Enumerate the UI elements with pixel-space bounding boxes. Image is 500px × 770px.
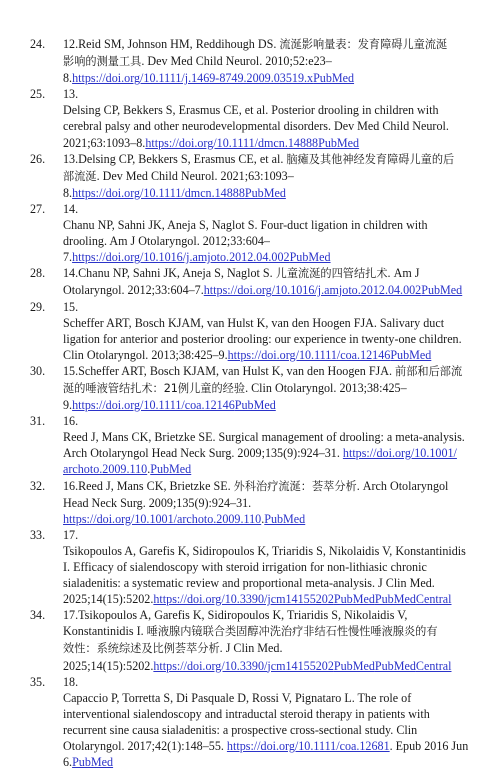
reference-line	[63, 380, 480, 397]
reference-text: . Am J	[387, 266, 420, 281]
reference-item	[30, 674, 480, 770]
reference-line	[63, 265, 480, 282]
pubmed-link[interactable]: PubMed	[421, 283, 463, 298]
reference-text: .	[147, 462, 151, 477]
reference-text: . Epub 2016 Jun	[389, 739, 469, 754]
pubmed-link[interactable]: PubMed	[333, 592, 375, 607]
reference-chinese-text: 涎的唾液管结扎术：21例儿童的经验	[63, 381, 246, 395]
reference-text: recurrent sine causa sialadenitis: a prospective cross-sectional study. Clin	[63, 722, 418, 737]
reference-line	[63, 201, 480, 217]
reference-line	[63, 591, 480, 607]
pubmed-link[interactable]: Central	[415, 658, 452, 673]
doi-link[interactable]: https://doi.org/10.1111/coa.12681	[226, 739, 390, 754]
reference-item	[30, 299, 480, 363]
reference-text: . Dev Med Child Neurol. 2010;52:e23–	[141, 54, 332, 69]
reference-line	[63, 559, 480, 575]
reference-item	[30, 36, 480, 86]
reference-number: 35.	[30, 674, 46, 689]
doi-link[interactable]: https://doi.org/10.1111/j.1469-8749.2009.03519.x	[72, 71, 314, 86]
reference-text: Reed J, Mans CK, Brietzke SE. Surgical management of drooling: a meta-analysis.	[63, 430, 465, 445]
reference-text: 8.	[63, 71, 73, 86]
reference-item	[30, 201, 480, 265]
reference-text: Head Neck Surg. 2009;135(9):924–31.	[63, 495, 252, 510]
reference-text: . J Clin Med.	[219, 641, 283, 656]
reference-line	[63, 706, 480, 722]
reference-line	[63, 347, 480, 363]
reference-line	[63, 102, 480, 118]
reference-line	[63, 575, 480, 591]
reference-line	[63, 185, 480, 201]
reference-text: cerebral palsy and other neurodevelopmental disorders. Dev Med Child Neurol.	[63, 119, 449, 134]
reference-text: 15.	[63, 299, 79, 314]
reference-line	[63, 640, 480, 657]
doi-link[interactable]: https://doi.org/10.1016/j.amjoto.2012.04.002	[72, 250, 290, 265]
reference-item	[30, 86, 480, 150]
reference-number: 28.	[30, 266, 46, 281]
reference-text: Konstantinidis I.	[63, 624, 147, 639]
reference-line	[63, 461, 480, 477]
doi-link[interactable]: archoto.2009.110	[63, 462, 148, 477]
reference-chinese-text: 流涎影响量表：发育障碍儿童流涎	[279, 38, 448, 51]
pubmed-link[interactable]: PubMed	[333, 658, 375, 673]
reference-chinese-text: 儿童流涎的四管结扎术	[275, 267, 388, 281]
reference-text: 9.	[63, 398, 73, 413]
reference-text: . Arch Otolaryngol	[356, 478, 449, 493]
reference-number: 33.	[30, 527, 46, 542]
reference-text: 2025;14(15):5202.	[63, 658, 154, 673]
reference-line	[63, 53, 480, 70]
reference-line	[63, 70, 480, 86]
reference-text: 17.	[63, 527, 79, 542]
reference-text: 6.	[63, 755, 73, 770]
reference-line	[63, 658, 480, 674]
reference-chinese-text: 部流涎	[63, 169, 97, 183]
reference-chinese-text: 前部和后部流	[395, 364, 463, 378]
reference-item	[30, 413, 480, 477]
reference-text: 12.Reid SM, Johnson HM, Reddihough DS.	[63, 37, 280, 51]
reference-text: 18.	[63, 674, 79, 689]
reference-text: 16.Reed J, Mans CK, Brietzke SE.	[63, 478, 234, 493]
reference-line	[63, 429, 480, 445]
reference-number: 27.	[30, 201, 46, 216]
reference-line	[63, 690, 480, 706]
doi-link[interactable]: https://doi.org/10.1001/archoto.2009.110	[63, 511, 262, 526]
reference-text: ligation for anterior and posterior drooling: our experience in twenty-one children.	[63, 331, 462, 346]
reference-item	[30, 151, 480, 201]
reference-chinese-text: 脑瘫及其他神经发育障碍儿童的后	[286, 152, 455, 166]
doi-link[interactable]: https://doi.org/10.1111/coa.12146	[72, 398, 235, 413]
doi-link[interactable]: https://doi.org/10.3390/jcm14155202	[153, 592, 334, 607]
doi-link[interactable]: https://doi.org/10.3390/jcm14155202	[153, 658, 334, 673]
reference-text: Arch Otolaryngol Head Neck Surg. 2009;135(9):924–31.	[63, 446, 343, 461]
reference-line	[63, 135, 480, 151]
reference-line	[63, 233, 480, 249]
reference-text: .	[261, 511, 265, 526]
reference-line	[63, 397, 480, 413]
reference-chinese-text: 影响的测量工具	[63, 55, 142, 69]
reference-number: 34.	[30, 608, 46, 623]
reference-line	[63, 754, 480, 770]
reference-number: 26.	[30, 151, 46, 166]
reference-line	[63, 86, 480, 102]
reference-item	[30, 363, 480, 413]
reference-line	[63, 722, 480, 738]
pubmed-link[interactable]: PubMed	[318, 135, 360, 150]
reference-number: 25.	[30, 87, 46, 102]
reference-text: Chanu NP, Sahni JK, Aneja S, Naglot S. Four-duct ligation in children with	[63, 218, 428, 233]
reference-text: 2025;14(15):5202.	[63, 592, 154, 607]
reference-text: Delsing CP, Bekkers S, Erasmus CE, et al. Posterior drooling in children with	[63, 103, 439, 118]
reference-line	[63, 527, 480, 543]
reference-text: 14.Chanu NP, Sahni JK, Aneja S, Naglot S.	[63, 266, 276, 281]
reference-line	[63, 495, 480, 511]
reference-text: 17.Tsikopoulos A, Garefis K, Sidiropoulos K, Triaridis S, Nikolaidis V,	[63, 608, 408, 623]
pubmed-link[interactable]: PubMed	[150, 462, 192, 477]
doi-link[interactable]: https://doi.org/10.1001/	[342, 446, 457, 461]
reference-line	[63, 607, 480, 623]
reference-line	[63, 738, 480, 754]
doi-link[interactable]: https://doi.org/10.1111/dmcn.14888	[145, 135, 319, 150]
reference-text: 8.	[63, 185, 73, 200]
reference-line	[63, 299, 480, 315]
reference-text: Tsikopoulos A, Garefis K, Sidiropoulos K, Triaridis S, Nikolaidis V, Konstantinidis	[63, 543, 466, 558]
reference-item	[30, 607, 480, 673]
pubmed-link[interactable]: PubMed	[244, 185, 286, 200]
reference-text: Clin Otolaryngol. 2013;38:425–9.	[63, 347, 228, 362]
reference-chinese-text: 外科治疗流涎：荟萃分析	[233, 479, 357, 493]
pubmed-link[interactable]: PubMed	[374, 592, 416, 607]
reference-line	[63, 674, 480, 690]
reference-text: sialadenitis: a systematic review and proportional meta-analysis. J Clin Med.	[63, 576, 435, 591]
reference-line	[63, 118, 480, 134]
reference-line	[63, 331, 480, 347]
pubmed-link[interactable]: PubMed	[289, 250, 331, 265]
reference-line	[63, 217, 480, 233]
reference-text: 15.Scheffer ART, Bosch KJAM, van Hulst K, van den Hoogen FJA.	[63, 363, 396, 378]
reference-item	[30, 527, 480, 607]
pubmed-link[interactable]: PubMed	[313, 71, 355, 86]
reference-text: Scheffer ART, Bosch KJAM, van Hulst K, van den Hoogen FJA. Salivary duct	[63, 315, 445, 330]
reference-line	[63, 511, 480, 527]
reference-text: 2021;63:1093–8.	[63, 135, 146, 150]
reference-item	[30, 265, 480, 298]
reference-text: interventional sialendoscopy and intraductal steroid therapy in patients with	[63, 706, 430, 721]
reference-line	[63, 168, 480, 185]
reference-line	[63, 282, 480, 298]
reference-text: Otolaryngol. 2012;33:604–7.	[63, 283, 204, 298]
reference-chinese-text: 唾液腺内镜联合类固醇冲洗治疗非结石性慢性唾液腺炎的有	[146, 625, 438, 639]
reference-line	[63, 543, 480, 559]
reference-text: Capaccio P, Torretta S, Di Pasquale D, Rossi V, Pignataro L. The role of	[63, 690, 412, 705]
reference-chinese-text: 效性：系统综述及比例荟萃分析	[63, 642, 220, 656]
reference-text: . Dev Med Child Neurol. 2021;63:1093–	[96, 168, 294, 183]
doi-link[interactable]: https://doi.org/10.1111/dmcn.14888	[72, 185, 245, 200]
reference-number: 29.	[30, 299, 46, 314]
reference-number: 32.	[30, 478, 46, 493]
reference-line	[63, 413, 480, 429]
reference-line	[63, 445, 480, 461]
reference-text: 13.	[63, 87, 79, 102]
reference-line	[63, 151, 480, 168]
reference-line	[63, 363, 480, 380]
reference-item	[30, 478, 480, 527]
reference-text: 16.	[63, 414, 79, 429]
doi-link[interactable]: https://doi.org/10.1111/coa.12146	[227, 347, 391, 362]
reference-text: . Clin Otolaryngol. 2013;38:425–	[245, 380, 407, 395]
reference-number: 31.	[30, 414, 46, 429]
reference-text: I. Efficacy of sialendoscopy with steroid irrigation for non-lithiasic chronic	[63, 560, 427, 574]
pubmed-link[interactable]: PubMed	[72, 755, 114, 770]
reference-line	[63, 36, 480, 53]
pubmed-link[interactable]: Central	[415, 592, 452, 607]
reference-list	[30, 36, 480, 770]
reference-text: 7.	[63, 250, 73, 265]
reference-line	[63, 478, 480, 495]
reference-number: 30.	[30, 363, 46, 378]
reference-line	[63, 315, 480, 331]
pubmed-link[interactable]: PubMed	[390, 347, 432, 362]
reference-text: drooling. Am J Otolaryngol. 2012;33:604–	[63, 234, 270, 249]
pubmed-link[interactable]: PubMed	[264, 511, 306, 526]
reference-text: 13.Delsing CP, Bekkers S, Erasmus CE, et al.	[63, 151, 287, 166]
pubmed-link[interactable]: PubMed	[374, 658, 416, 673]
reference-line	[63, 249, 480, 265]
pubmed-link[interactable]: PubMed	[234, 398, 276, 413]
reference-line	[63, 623, 480, 640]
reference-text: Otolaryngol. 2017;42(1):148–55.	[63, 739, 227, 754]
reference-text: 14.	[63, 201, 79, 216]
reference-number: 24.	[30, 37, 46, 51]
doi-link[interactable]: https://doi.org/10.1016/j.amjoto.2012.04.002	[203, 283, 422, 298]
